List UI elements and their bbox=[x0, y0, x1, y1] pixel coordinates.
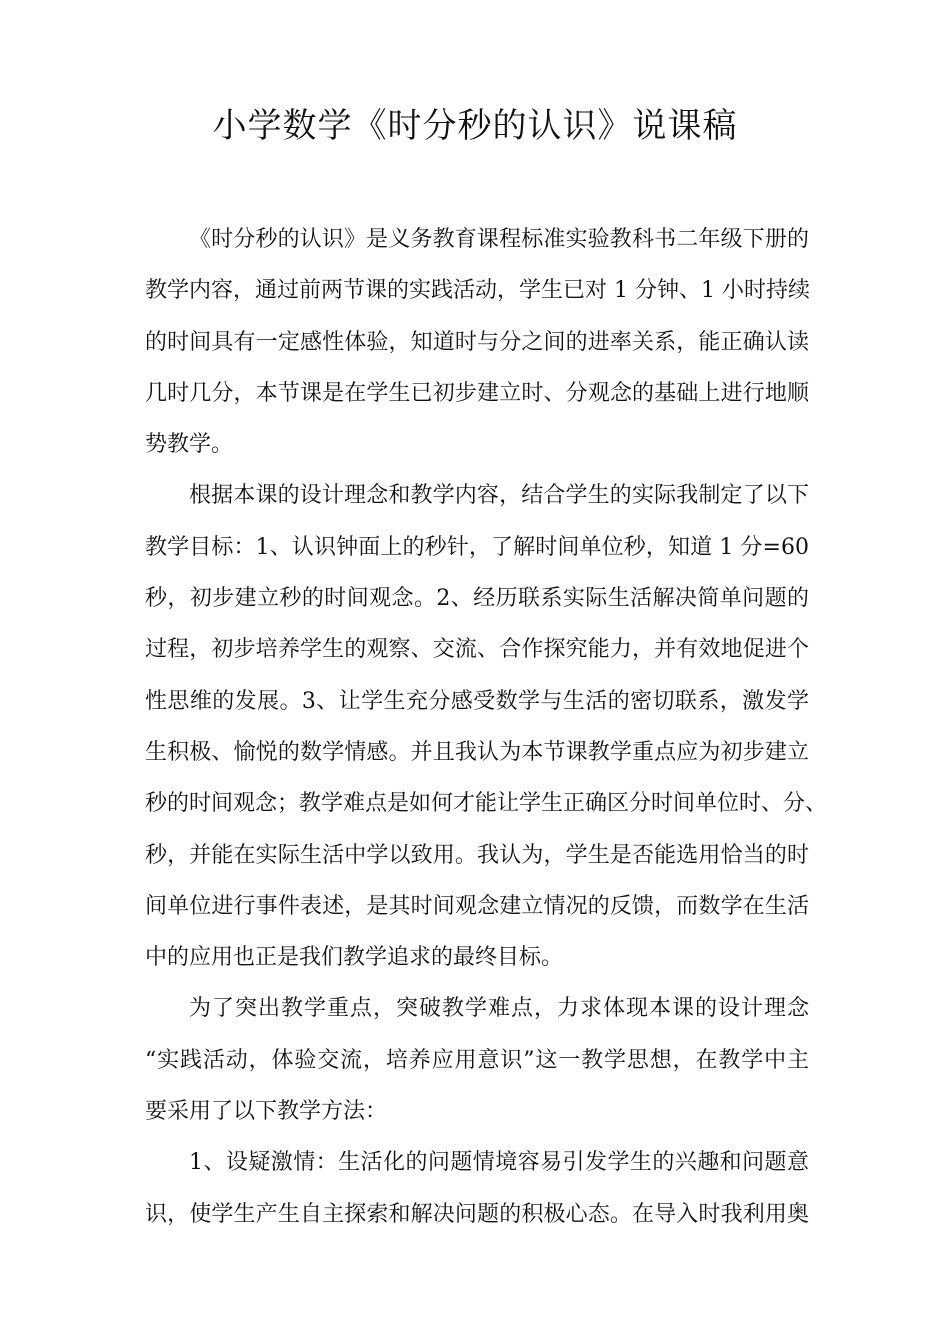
paragraph-1-line-2: 教学内容，通过前两节课的实践活动，学生已对 1 分钟、1 小时持续 bbox=[145, 278, 810, 304]
paragraph-2-line-3: 秒，初步建立秒的时间观念。2、经历联系实际生活解决简单问题的 bbox=[145, 586, 809, 612]
paragraph-2-line-6: 生积极、愉悦的数学情感。并且我认为本节课教学重点应为初步建立 bbox=[145, 739, 809, 765]
paragraph-1-line-1: 《时分秒的认识》是义务教育课程标准实验教科书二年级下册的 bbox=[189, 227, 809, 252]
paragraph-3-line-2: “实践活动，体验交流，培养应用意识”这一教学思想，在教学中主 bbox=[145, 1047, 809, 1073]
paragraph-2-line-9: 间单位进行事件表述，是其时间观念建立情况的反馈，而数学在生活 bbox=[145, 893, 809, 919]
paragraph-4-line-2: 识，使学生产生自主探索和解决问题的积极心态。在导入时我利用奥 bbox=[145, 1201, 809, 1227]
paragraph-2-line-10: 中的应用也正是我们教学追求的最终目标。 bbox=[145, 945, 564, 971]
paragraph-3-line-1: 为了突出教学重点，突破教学难点，力求体现本课的设计理念 bbox=[189, 996, 809, 1022]
paragraph-2-line-5: 性思维的发展。3、让学生充分感受数学与生活的密切联系，激发学 bbox=[145, 688, 809, 714]
paragraph-4-line-1: 1、设疑激情：生活化的问题情境容易引发学生的兴趣和问题意 bbox=[189, 1150, 809, 1176]
paragraph-2-line-7: 秒的时间观念；教学难点是如何才能让学生正确区分时间单位时、分、 bbox=[145, 791, 828, 817]
document-body bbox=[145, 214, 828, 1240]
paragraph-2-line-8: 秒，并能在实际生活中学以致用。我认为，学生是否能选用恰当的时 bbox=[145, 842, 809, 868]
paragraph-2-line-4: 过程，初步培养学生的观察、交流、合作探究能力，并有效地促进个 bbox=[145, 637, 809, 663]
paragraph-1-line-4: 几时几分，本节课是在学生已初步建立时、分观念的基础上进行地顺 bbox=[145, 380, 809, 406]
paragraph-2-line-1: 根据本课的设计理念和教学内容，结合学生的实际我制定了以下 bbox=[189, 483, 809, 509]
paragraph-2-line-2: 教学目标：1、认识钟面上的秒针，了解时间单位秒，知道 1 分=60 bbox=[145, 534, 809, 560]
paragraph-1-line-5: 势教学。 bbox=[145, 432, 234, 458]
paragraph-3-line-3: 要采用了以下教学方法： bbox=[145, 1099, 388, 1125]
paragraph-1-line-3: 的时间具有一定感性体验，知道时与分之间的进率关系，能正确认读 bbox=[145, 329, 809, 355]
document-title: 小学数学《时分秒的认识》说课稿 bbox=[212, 106, 738, 146]
